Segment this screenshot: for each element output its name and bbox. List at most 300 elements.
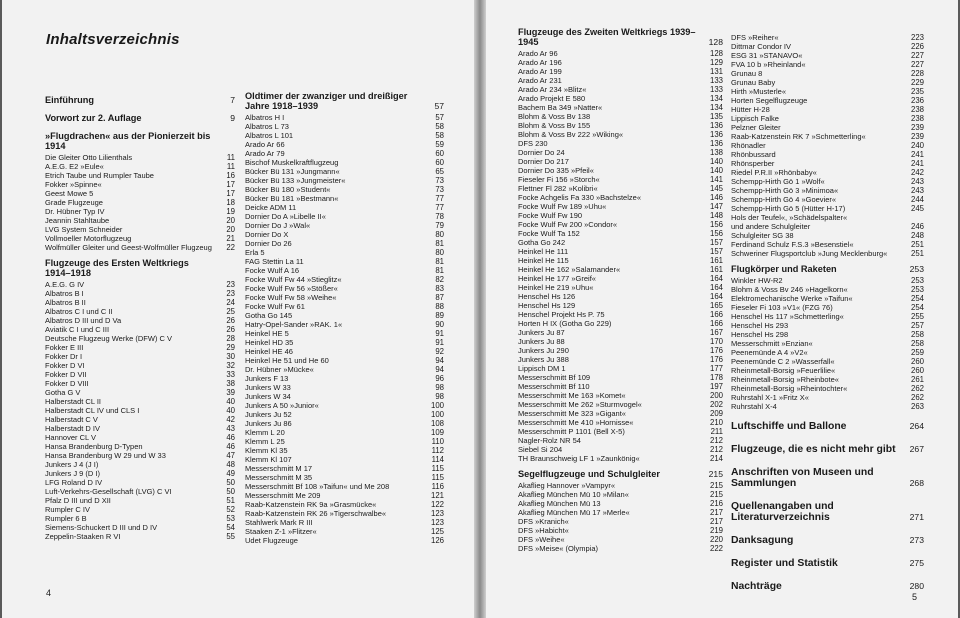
toc-entry-page: 115 xyxy=(431,464,444,473)
toc-entry-page: 131 xyxy=(709,67,723,76)
toc-entry-label: DFS »Meise« (Olympia) xyxy=(518,544,599,553)
toc-entry-page: 73 xyxy=(435,176,444,185)
toc-entry-page: 176 xyxy=(709,355,723,364)
toc-entry-label: Messerschmitt Me 163 »Komet« xyxy=(518,391,626,400)
toc-entry xyxy=(45,334,235,343)
toc-entry-page: 33 xyxy=(226,370,235,379)
toc-entry-page: 157 xyxy=(709,238,723,247)
toc-entry-label: Ruhrstahl X-1 »Fritz X« xyxy=(731,393,809,402)
toc-section-heading xyxy=(731,558,924,569)
toc-entry xyxy=(45,234,235,243)
toc-entry-page: 126 xyxy=(430,536,444,545)
toc-entry xyxy=(731,375,924,384)
toc-entry xyxy=(245,230,444,239)
toc-entry-label: Danksagung xyxy=(731,535,794,546)
section-spacer xyxy=(731,571,924,581)
toc-entry-page: 92 xyxy=(435,347,444,356)
toc-entry-label: Blohm & Voss Bv 246 »Hagelkorn« xyxy=(731,285,848,294)
toc-entry-label: Fieseler Fi 103 »V1« (FZG 76) xyxy=(731,303,833,312)
toc-entry xyxy=(245,257,444,266)
toc-entry-label: LFG Roland D IV xyxy=(45,478,103,487)
toc-entry-page: 109 xyxy=(430,428,444,437)
toc-section-heading xyxy=(45,113,235,123)
toc-entry-label: Albatros D III und D Va xyxy=(45,316,122,325)
right-page xyxy=(486,0,958,618)
toc-entry xyxy=(731,393,924,402)
toc-entry xyxy=(45,361,235,370)
toc-entry xyxy=(245,248,444,257)
toc-entry-page: 47 xyxy=(226,451,235,460)
toc-entry-label: Wolfmüller Gleiter und Geest-Wolfmüller Flugzeug xyxy=(45,243,212,252)
toc-entry-page: 57 xyxy=(435,113,444,122)
toc-entry xyxy=(731,384,924,393)
toc-entry-page: 253 xyxy=(910,285,924,294)
toc-section-heading xyxy=(45,258,235,278)
toc-entry xyxy=(45,216,235,225)
toc-entry-page: 122 xyxy=(430,500,444,509)
toc-entry xyxy=(731,312,924,321)
toc-entry-label: Nagler-Rolz NR 54 xyxy=(518,436,581,445)
toc-entry xyxy=(731,141,924,150)
toc-entry xyxy=(245,167,444,176)
toc-entry xyxy=(245,311,444,320)
toc-section-heading xyxy=(731,264,924,274)
toc-entry-label: Junkers Ju 290 xyxy=(518,346,569,355)
toc-entry-label: Grunau 8 xyxy=(731,69,763,78)
toc-entry xyxy=(518,391,723,400)
toc-entry-label: Bischof Muskelkraftflugzeug xyxy=(245,158,339,167)
toc-entry-label: Focke Wulf Fw 190 xyxy=(518,211,583,220)
toc-entry xyxy=(518,265,723,274)
toc-section-heading xyxy=(731,535,924,546)
toc-entry xyxy=(245,347,444,356)
toc-entry-page: 227 xyxy=(910,51,924,60)
toc-entry-label: Dornier Do A »Libelle II« xyxy=(245,212,326,221)
toc-entry-label: A.E.G. E2 »Eule« xyxy=(45,162,104,171)
toc-entry-label: Dornier Do 26 xyxy=(245,239,292,248)
toc-entry-label: Udet Flugzeuge xyxy=(245,536,298,545)
toc-entry-label: Segelflugzeuge und Schulgleiter xyxy=(518,469,660,479)
toc-entry-label: Messerschmitt M 35 xyxy=(245,473,313,482)
toc-entry-page: 164 xyxy=(709,292,723,301)
toc-entry-page: 30 xyxy=(226,352,235,361)
toc-entry-label: Schempp-Hirth Gö 4 »Goevier« xyxy=(731,195,837,204)
toc-entry-label: Flugzeuge des Ersten Weltkriegs 1914–1918 xyxy=(45,258,189,278)
toc-entry xyxy=(518,544,723,553)
toc-entry-page: 156 xyxy=(709,229,723,238)
toc-entry-label: Pelzner Gleiter xyxy=(731,123,781,132)
toc-entry-page: 49 xyxy=(226,469,235,478)
toc-entry-label: Heinkel HD 35 xyxy=(245,338,294,347)
toc-entry-page: 145 xyxy=(709,184,723,193)
toc-entry-label: Halberstadt CL II xyxy=(45,397,101,406)
toc-entry-label: Raab-Katzenstein RK 26 »Tigerschwalbe« xyxy=(245,509,387,518)
toc-entry xyxy=(245,221,444,230)
toc-entry-label: Luftschiffe und Ballone xyxy=(731,421,847,432)
toc-entry-page: 267 xyxy=(909,444,924,454)
toc-entry-page: 46 xyxy=(226,433,235,442)
toc-entry xyxy=(518,508,723,517)
toc-entry-page: 94 xyxy=(435,365,444,374)
toc-entry-page: 134 xyxy=(709,103,723,112)
toc-entry-page: 79 xyxy=(435,221,444,230)
toc-entry xyxy=(45,532,235,541)
toc-entry xyxy=(731,96,924,105)
toc-entry-label: Etrich Taube und Rumpler Taube xyxy=(45,171,154,180)
toc-column-left-1 xyxy=(45,95,235,541)
toc-entry-label: Heinkel He 177 »Greif« xyxy=(518,274,596,283)
toc-entry xyxy=(518,121,723,130)
toc-entry-label: Fokker D VIII xyxy=(45,379,89,388)
toc-entry-page: 81 xyxy=(435,239,444,248)
toc-entry-page: 157 xyxy=(709,247,723,256)
toc-entry xyxy=(245,401,444,410)
toc-entry xyxy=(731,114,924,123)
toc-entry xyxy=(245,365,444,374)
toc-entry xyxy=(731,222,924,231)
toc-entry-label: Focke Wulf Fw 58 »Weihe« xyxy=(245,293,337,302)
toc-entry-page: 215 xyxy=(709,481,723,490)
toc-entry-label: Zeppelin-Staaken R VI xyxy=(45,532,121,541)
toc-entry-page: 216 xyxy=(709,499,723,508)
toc-entry-page: 164 xyxy=(709,274,723,283)
toc-entry-page: 262 xyxy=(910,393,924,402)
toc-entry xyxy=(518,256,723,265)
toc-entry xyxy=(245,185,444,194)
toc-entry xyxy=(731,150,924,159)
toc-entry-page: 134 xyxy=(709,94,723,103)
toc-entry xyxy=(45,415,235,424)
toc-entry-label: Horten H IX (Gotha Go 229) xyxy=(518,319,612,328)
toc-entry xyxy=(45,487,235,496)
toc-entry xyxy=(731,33,924,42)
toc-entry xyxy=(245,329,444,338)
toc-entry xyxy=(518,112,723,121)
toc-entry-label: Dr. Hübner Typ IV xyxy=(45,207,105,216)
toc-entry-page: 254 xyxy=(910,294,924,303)
toc-entry xyxy=(518,454,723,463)
toc-column-right-1 xyxy=(518,27,723,553)
toc-entry xyxy=(45,388,235,397)
toc-entry xyxy=(245,212,444,221)
toc-entry-page: 29 xyxy=(226,343,235,352)
toc-entry-label: Junkers Ju 388 xyxy=(518,355,569,364)
section-spacer xyxy=(731,525,924,535)
toc-entry-page: 123 xyxy=(430,518,444,527)
toc-entry-label: Klemm L 25 xyxy=(245,437,285,446)
toc-entry xyxy=(245,275,444,284)
toc-section-heading xyxy=(245,91,444,111)
toc-entry-label: Gotha G V xyxy=(45,388,81,397)
toc-entry-label: Akaflieg Hannover »Vampyr« xyxy=(518,481,615,490)
toc-entry-label: Rheinmetall-Borsig »Rheinbote« xyxy=(731,375,839,384)
toc-entry xyxy=(45,469,235,478)
toc-entry xyxy=(518,382,723,391)
toc-entry-label: »Flugdrachen« aus der Pionierzeit bis 1914 xyxy=(45,131,211,151)
toc-entry-label: Pfalz D III und D XII xyxy=(45,496,111,505)
toc-entry xyxy=(518,220,723,229)
toc-entry-page: 129 xyxy=(709,58,723,67)
toc-entry-page: 273 xyxy=(909,535,924,545)
toc-entry-page: 275 xyxy=(909,558,924,568)
toc-entry xyxy=(245,113,444,122)
toc-entry xyxy=(731,177,924,186)
toc-entry-label: Peenemünde C 2 »Wasserfall« xyxy=(731,357,835,366)
toc-entry-page: 116 xyxy=(431,482,444,491)
toc-entry-label: Junkers W 34 xyxy=(245,392,291,401)
toc-entry-page: 94 xyxy=(435,356,444,365)
toc-entry-page: 112 xyxy=(431,446,444,455)
toc-entry-label: Luft-Verkehrs-Gesellschaft (LVG) C VI xyxy=(45,487,172,496)
toc-entry-page: 200 xyxy=(709,391,723,400)
toc-entry xyxy=(45,433,235,442)
toc-entry-label: Albatros C I und C II xyxy=(45,307,113,316)
toc-entry-label: A.E.G. G IV xyxy=(45,280,85,289)
toc-entry xyxy=(45,153,235,162)
toc-entry-label: Junkers Ju 88 xyxy=(518,337,565,346)
toc-entry-page: 114 xyxy=(431,455,444,464)
toc-entry-page: 98 xyxy=(435,383,444,392)
toc-entry xyxy=(731,159,924,168)
toc-entry xyxy=(518,238,723,247)
toc-entry-label: Deicke ADM 11 xyxy=(245,203,297,212)
toc-entry xyxy=(731,60,924,69)
toc-entry-page: 42 xyxy=(226,415,235,424)
toc-entry-label: Gotha Go 242 xyxy=(518,238,566,247)
toc-entry-page: 28 xyxy=(226,334,235,343)
toc-entry-label: Flettner Fl 282 »Kolibri« xyxy=(518,184,598,193)
toc-entry-label: Flugzeuge des Zweiten Weltkriegs 1939–1945 xyxy=(518,27,696,47)
toc-entry xyxy=(245,266,444,275)
toc-entry-label: Grunau Baby xyxy=(731,78,776,87)
toc-section-heading xyxy=(731,581,924,592)
toc-entry xyxy=(245,203,444,212)
toc-entry xyxy=(518,49,723,58)
toc-entry-label: Messerschmitt Bf 109 xyxy=(518,373,591,382)
toc-entry-label: Siebel Si 204 xyxy=(518,445,563,454)
toc-entry xyxy=(518,355,723,364)
toc-entry-page: 161 xyxy=(709,265,723,274)
toc-entry-label: Aviatik C I und C III xyxy=(45,325,110,334)
toc-entry xyxy=(518,211,723,220)
toc-entry-page: 23 xyxy=(226,280,235,289)
toc-entry-page: 217 xyxy=(709,517,723,526)
toc-entry-label: Heinkel He 219 »Uhu« xyxy=(518,283,594,292)
toc-entry-page: 121 xyxy=(430,491,444,500)
toc-entry xyxy=(731,357,924,366)
toc-entry-page: 251 xyxy=(910,240,924,249)
toc-entry-label: Junkers F 13 xyxy=(245,374,289,383)
toc-entry-page: 136 xyxy=(709,130,723,139)
toc-entry-page: 108 xyxy=(430,419,444,428)
toc-entry-label: Arado Ar 96 xyxy=(518,49,558,58)
toc-entry xyxy=(245,293,444,302)
toc-entry-label: Messerschmitt Bf 110 xyxy=(518,382,590,391)
toc-entry-page: 202 xyxy=(709,400,723,409)
toc-entry-page: 91 xyxy=(435,338,444,347)
toc-entry-page: 50 xyxy=(226,478,235,487)
toc-entry-page: 146 xyxy=(709,193,723,202)
toc-entry-label: Schempp-Hirth Gö 3 »Minimoa« xyxy=(731,186,839,195)
toc-entry xyxy=(245,509,444,518)
toc-entry-label: LVG System Schneider xyxy=(45,225,123,234)
toc-entry-page: 110 xyxy=(431,437,444,446)
toc-entry xyxy=(518,535,723,544)
toc-entry-label: Focke Wulf Fw 56 »Stößer« xyxy=(245,284,338,293)
toc-entry xyxy=(245,392,444,401)
toc-entry xyxy=(518,445,723,454)
toc-entry-page: 80 xyxy=(435,248,444,257)
toc-entry xyxy=(45,316,235,325)
toc-entry-page: 43 xyxy=(226,424,235,433)
toc-entry-page: 11 xyxy=(226,153,235,162)
toc-entry-label: Stahlwerk Mark R III xyxy=(245,518,313,527)
toc-entry-page: 264 xyxy=(909,421,924,431)
toc-entry-label: Blohm & Voss Bv 155 xyxy=(518,121,591,130)
toc-section-heading xyxy=(518,27,723,47)
toc-entry-page: 18 xyxy=(226,198,235,207)
toc-entry-page: 262 xyxy=(910,384,924,393)
toc-entry xyxy=(518,499,723,508)
toc-entry-label: Ferdinand Schulz F.S.3 »Besenstiel« xyxy=(731,240,854,249)
toc-entry xyxy=(731,249,924,258)
toc-entry-label: Focke Wulf Fw 44 »Stieglitz« xyxy=(245,275,342,284)
toc-section-heading xyxy=(45,95,235,105)
toc-entry-label: Messerschmitt Me 262 »Sturmvogel« xyxy=(518,400,642,409)
toc-entry-page: 128 xyxy=(709,49,723,58)
toc-entry-label: Dittmar Condor IV xyxy=(731,42,792,51)
toc-entry-label: Messerschmitt Me 410 »Hornisse« xyxy=(518,418,634,427)
toc-entry xyxy=(518,409,723,418)
toc-entry-label: Henschel Hs 117 »Schmetterling« xyxy=(731,312,844,321)
toc-entry-page: 26 xyxy=(226,316,235,325)
toc-entry-page: 133 xyxy=(709,85,723,94)
toc-entry-page: 9 xyxy=(230,113,235,123)
toc-entry-page: 212 xyxy=(709,436,723,445)
toc-entry-label: Heinkel He 111 xyxy=(518,247,569,256)
toc-entry-label: und andere Schulgleiter xyxy=(731,222,811,231)
toc-entry xyxy=(518,202,723,211)
toc-entry-label: Henschel Hs 298 xyxy=(731,330,789,339)
toc-entry-label: Rhönsperber xyxy=(731,159,775,168)
toc-entry-page: 17 xyxy=(226,189,235,198)
toc-entry-label: Lippisch DM 1 xyxy=(518,364,566,373)
toc-entry-page: 19 xyxy=(226,207,235,216)
toc-entry-label: Rumpler C IV xyxy=(45,505,91,514)
toc-entry-page: 215 xyxy=(709,490,723,499)
toc-entry xyxy=(731,132,924,141)
toc-entry xyxy=(245,446,444,455)
toc-entry-label: Raab-Katzenstein RK 9a »Grasmücke« xyxy=(245,500,377,509)
toc-entry xyxy=(45,424,235,433)
toc-entry-page: 26 xyxy=(226,325,235,334)
toc-entry-label: Klemm Kl 35 xyxy=(245,446,288,455)
toc-entry-label: Schempp-Hirth Gö 5 (Hütter H-17) xyxy=(731,204,846,213)
toc-entry xyxy=(245,410,444,419)
toc-entry-label: Fokker Dr I xyxy=(45,352,83,361)
toc-entry-label: Messerschmitt P 1101 (Bell X-5) xyxy=(518,427,625,436)
toc-entry xyxy=(518,193,723,202)
toc-entry-label: Arado Ar 231 xyxy=(518,76,562,85)
toc-entry-label: ESG 31 »STANAVO« xyxy=(731,51,803,60)
toc-entry xyxy=(45,352,235,361)
toc-entry xyxy=(518,481,723,490)
toc-entry-label: Arado Ar 79 xyxy=(245,149,285,158)
toc-entry-label: Erla 5 xyxy=(245,248,265,257)
toc-entry-page: 125 xyxy=(430,527,444,536)
toc-entry-page: 20 xyxy=(226,225,235,234)
toc-entry xyxy=(731,402,924,411)
toc-entry xyxy=(731,168,924,177)
toc-entry-label: Dornier Do 335 »Pfeil« xyxy=(518,166,594,175)
toc-entry xyxy=(518,175,723,184)
toc-entry-label: Schulgleiter SG 38 xyxy=(731,231,794,240)
toc-entry-page: 115 xyxy=(431,473,444,482)
toc-entry-label: Fokker »Spinne« xyxy=(45,180,102,189)
toc-entry-page: 52 xyxy=(226,505,235,514)
toc-entry-page: 243 xyxy=(910,177,924,186)
toc-entry-page: 228 xyxy=(910,69,924,78)
toc-entry-label: DFS 230 xyxy=(518,139,548,148)
toc-entry-page: 81 xyxy=(435,266,444,275)
toc-entry-page: 244 xyxy=(910,195,924,204)
toc-entry xyxy=(518,373,723,382)
toc-entry-page: 21 xyxy=(226,234,235,243)
toc-entry xyxy=(245,419,444,428)
toc-entry xyxy=(518,292,723,301)
toc-entry-page: 20 xyxy=(226,216,235,225)
toc-entry-page: 178 xyxy=(709,373,723,382)
toc-entry xyxy=(518,229,723,238)
toc-entry-label: Hansa Brandenburg D-Typen xyxy=(45,442,143,451)
toc-entry xyxy=(45,207,235,216)
toc-entry-page: 32 xyxy=(226,361,235,370)
toc-entry-label: Akaflieg München Mü 17 »Merle« xyxy=(518,508,630,517)
toc-entry xyxy=(45,289,235,298)
toc-entry-label: Blohm & Voss Bv 222 »Wiking« xyxy=(518,130,624,139)
toc-entry-label: Henschel Hs 126 xyxy=(518,292,576,301)
toc-entry-label: Schweriner Flugsportclub »Jung Mecklenburg« xyxy=(731,249,888,258)
toc-entry-label: Peenemünde A 4 »V2« xyxy=(731,348,808,357)
toc-entry-label: Fokker E III xyxy=(45,343,84,352)
toc-entry-page: 90 xyxy=(435,320,444,329)
toc-entry-page: 40 xyxy=(226,397,235,406)
toc-entry xyxy=(245,383,444,392)
toc-entry-label: Heinkel He 162 »Salamander« xyxy=(518,265,621,274)
toc-column-right-2 xyxy=(731,33,924,594)
section-spacer xyxy=(731,491,924,501)
toc-entry xyxy=(518,67,723,76)
toc-entry-label: Albatros L 101 xyxy=(245,131,294,140)
toc-entry xyxy=(45,406,235,415)
toc-entry-page: 148 xyxy=(709,211,723,220)
toc-entry-label: Rheinmetall-Borsig »Rheintochter« xyxy=(731,384,848,393)
toc-entry-label: Dr. Hübner »Mücke« xyxy=(245,365,314,374)
section-spacer xyxy=(731,411,924,421)
toc-entry xyxy=(245,536,444,545)
toc-entry xyxy=(518,58,723,67)
toc-entry-page: 170 xyxy=(709,337,723,346)
toc-entry xyxy=(245,194,444,203)
toc-entry xyxy=(518,184,723,193)
toc-entry xyxy=(731,213,924,222)
toc-entry-page: 100 xyxy=(430,410,444,419)
toc-entry-label: Arado Ar 66 xyxy=(245,140,285,149)
toc-entry-label: Bücker Bü 181 »Bestmann« xyxy=(245,194,339,203)
page-title: Inhaltsverzeichnis xyxy=(46,31,180,48)
toc-entry xyxy=(518,130,723,139)
toc-entry-page: 242 xyxy=(910,168,924,177)
